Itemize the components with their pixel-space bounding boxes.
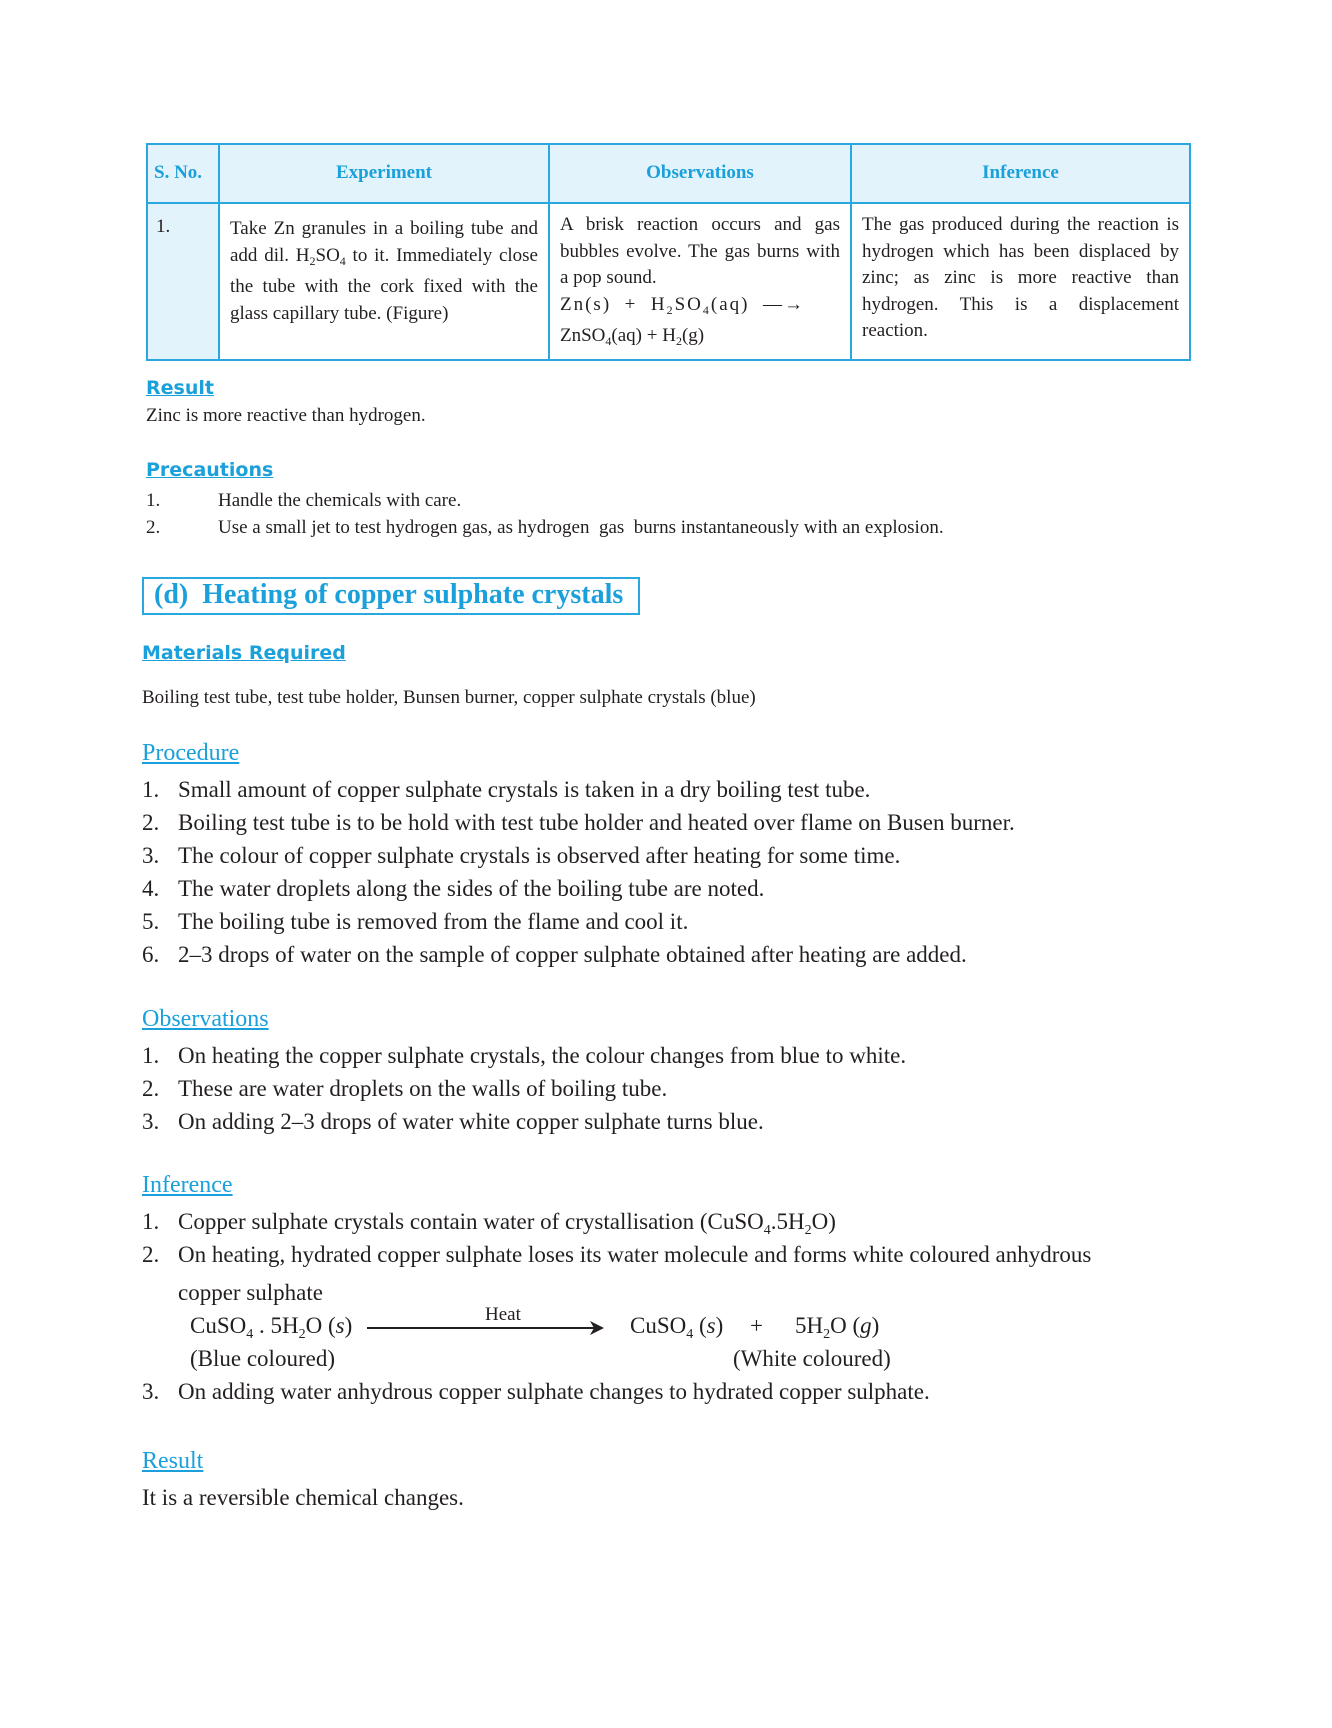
- list-item-num: 2.: [142, 810, 160, 835]
- list-item-num: 2.: [146, 517, 161, 538]
- section-title-box: [142, 577, 640, 615]
- list-item-text: Handle the chemicals with care.: [218, 490, 462, 511]
- list-item-num: 4.: [142, 876, 160, 901]
- list-item-num: 1.: [146, 490, 161, 511]
- list-item-num: 3.: [142, 1109, 160, 1134]
- rxn-part-d: ZnSO: [560, 325, 606, 346]
- cell-observations: [549, 203, 851, 360]
- header-observations: Observations: [549, 144, 851, 203]
- header-inference: Inference: [851, 144, 1190, 203]
- list-item-text: On heating, hydrated copper sulphate loses its water molecule and forms white coloured anhydrous: [178, 1242, 1092, 1267]
- list-item: [142, 839, 1192, 872]
- eq-right2-b: O (: [830, 1313, 861, 1338]
- equation-left-label: (Blue coloured): [190, 1346, 335, 1371]
- list-item: [142, 1039, 1192, 1072]
- header-experiment: Experiment: [219, 144, 549, 203]
- reaction-equation-line2: [560, 323, 840, 355]
- table-header-row: [147, 144, 1190, 203]
- eq-left-b: . 5H: [253, 1313, 299, 1338]
- list-item-num: 1.: [142, 777, 160, 802]
- cell-experiment: [219, 203, 549, 360]
- precautions-heading: Precautions: [146, 459, 274, 481]
- reaction-equation-line1: [560, 292, 840, 324]
- materials-text: Boiling test tube, test tube holder, Bunsen burner, copper sulphate crystals (blue): [142, 687, 756, 708]
- table-row: [147, 203, 1190, 360]
- list-item-text: On heating the copper sulphate crystals, the colour changes from blue to white.: [178, 1043, 907, 1068]
- equation-plus: +: [750, 1313, 763, 1338]
- list-item-num: 1.: [142, 1209, 160, 1234]
- eq-left-a: CuSO: [190, 1313, 247, 1338]
- result-heading-1: Result: [146, 377, 214, 399]
- experiment-text-2: SO: [315, 244, 340, 266]
- list-item-text: These are water droplets on the walls of boiling tube.: [178, 1076, 668, 1101]
- result-heading-2: Result: [142, 1448, 204, 1474]
- list-item: [142, 773, 1192, 806]
- procedure-heading: Procedure: [142, 740, 240, 766]
- inference-heading: Inference: [142, 1172, 233, 1198]
- eq-right-state: s: [706, 1313, 716, 1338]
- section-title: (d) Heating of copper sulphate crystals: [154, 579, 624, 610]
- inference-item-2-continued: copper sulphate: [178, 1280, 323, 1305]
- observations-heading: Observations: [142, 1006, 269, 1032]
- eq-right-c: ): [715, 1313, 724, 1338]
- list-item: [142, 806, 1192, 839]
- experiment-sub-2: 4: [339, 253, 346, 268]
- equation-heat-label: Heat: [485, 1304, 521, 1325]
- experiment-text-1: Take Zn granules in a boiling tube and add dil. H: [230, 218, 538, 266]
- eq-right-sub-1: 4: [686, 1327, 694, 1342]
- list-item: [142, 1072, 1192, 1105]
- procedure-list: [142, 773, 1192, 971]
- inf1-sub-1: 4: [763, 1223, 771, 1238]
- eq-right2-state: g: [860, 1313, 872, 1338]
- list-item-num: 2.: [142, 1076, 160, 1101]
- eq-right-a: CuSO: [630, 1313, 687, 1338]
- eq-right2-sub: 2: [823, 1327, 831, 1342]
- list-item-text: The colour of copper sulphate crystals is observed after heating for some time.: [178, 843, 901, 868]
- list-item-text: 2–3 drops of water on the sample of copper sulphate obtained after heating are added.: [178, 942, 967, 967]
- list-item-text: Use a small jet to test hydrogen gas, as hydrogen gas burns instantaneously with an explosion.: [218, 517, 944, 538]
- rxn-sub-1: 2: [666, 302, 675, 317]
- rxn-part-c: (aq) —→: [710, 293, 805, 315]
- inf1-part-c: O): [811, 1209, 836, 1234]
- rxn-sub-3: 4: [605, 334, 612, 348]
- eq-left-c: O (: [305, 1313, 336, 1338]
- rxn-part-e: (aq) + H: [611, 325, 676, 346]
- list-item-text: The water droplets along the sides of the boiling tube are noted.: [178, 876, 765, 901]
- cell-inference: The gas produced during the reaction is hydrogen which has been displaced by zinc; as zinc is more reactive than hydrogen. This is a displacement reaction.: [851, 203, 1190, 360]
- experiment-text-3: to it. Immediately close the tube with the cork fixed with the glass capillary tube. (Figure): [230, 244, 538, 324]
- list-item-text: The boiling tube is removed from the flame and cool it.: [178, 909, 689, 934]
- equation-right: [630, 1309, 723, 1351]
- eq-left-d: ): [344, 1313, 353, 1338]
- result-text-1: Zinc is more reactive than hydrogen.: [146, 405, 426, 426]
- list-item: [146, 487, 944, 514]
- list-item-text: On adding water anhydrous copper sulphate changes to hydrated copper sulphate.: [178, 1379, 930, 1404]
- rxn-part-b: SO: [674, 293, 703, 315]
- rxn-part-f: (g): [681, 325, 705, 346]
- rxn-sub-4: 2: [675, 334, 682, 348]
- list-item: [142, 872, 1192, 905]
- list-item: [146, 514, 944, 541]
- rxn-sub-2: 4: [702, 302, 711, 317]
- observation-text: A brisk reaction occurs and gas bubbles evolve. The gas burns with a pop sound.: [560, 214, 840, 288]
- list-item-text: On adding 2–3 drops of water white copper sulphate turns blue.: [178, 1109, 764, 1134]
- list-item-num: 6.: [142, 942, 160, 967]
- list-item-num: 2.: [142, 1242, 160, 1267]
- eq-right2-c: ): [871, 1313, 880, 1338]
- reaction-arrow-head-icon: [590, 1321, 604, 1335]
- eq-right-b: (: [693, 1313, 707, 1338]
- list-item-num: 3.: [142, 1379, 160, 1404]
- result-text-2: It is a reversible chemical changes.: [142, 1485, 464, 1510]
- list-item-num: 3.: [142, 843, 160, 868]
- equation-right-label: (White coloured): [733, 1346, 891, 1371]
- precautions-list: [146, 487, 944, 541]
- list-item: [142, 1105, 1192, 1138]
- eq-left-sub-1: 4: [246, 1327, 254, 1342]
- header-sno: S. No.: [147, 144, 219, 203]
- list-item-text: Boiling test tube is to be hold with test tube holder and heated over flame on Busen burner.: [178, 810, 1015, 835]
- eq-left-sub-2: 2: [298, 1327, 306, 1342]
- inf1-part-b: .5H: [770, 1209, 805, 1234]
- inf1-part-a: Copper sulphate crystals contain water of crystallisation (CuSO: [178, 1209, 764, 1234]
- reaction-arrow-line: [367, 1327, 597, 1329]
- eq-right2-a: 5H: [795, 1313, 824, 1338]
- list-item-text: Small amount of copper sulphate crystals is taken in a dry boiling test tube.: [178, 777, 871, 802]
- experiment-table: [146, 143, 1191, 361]
- observations-list: [142, 1039, 1192, 1138]
- list-item: [142, 938, 1192, 971]
- list-item-num: 5.: [142, 909, 160, 934]
- eq-left-state: s: [335, 1313, 345, 1338]
- list-item: [142, 905, 1192, 938]
- list-item-num: 1.: [142, 1043, 160, 1068]
- experiment-sub-1: 2: [309, 253, 316, 268]
- materials-heading: Materials Required: [142, 642, 346, 664]
- cell-sno: 1.: [147, 203, 219, 360]
- rxn-part-a: Zn(s) + H: [560, 293, 667, 315]
- inf1-sub-2: 2: [804, 1223, 812, 1238]
